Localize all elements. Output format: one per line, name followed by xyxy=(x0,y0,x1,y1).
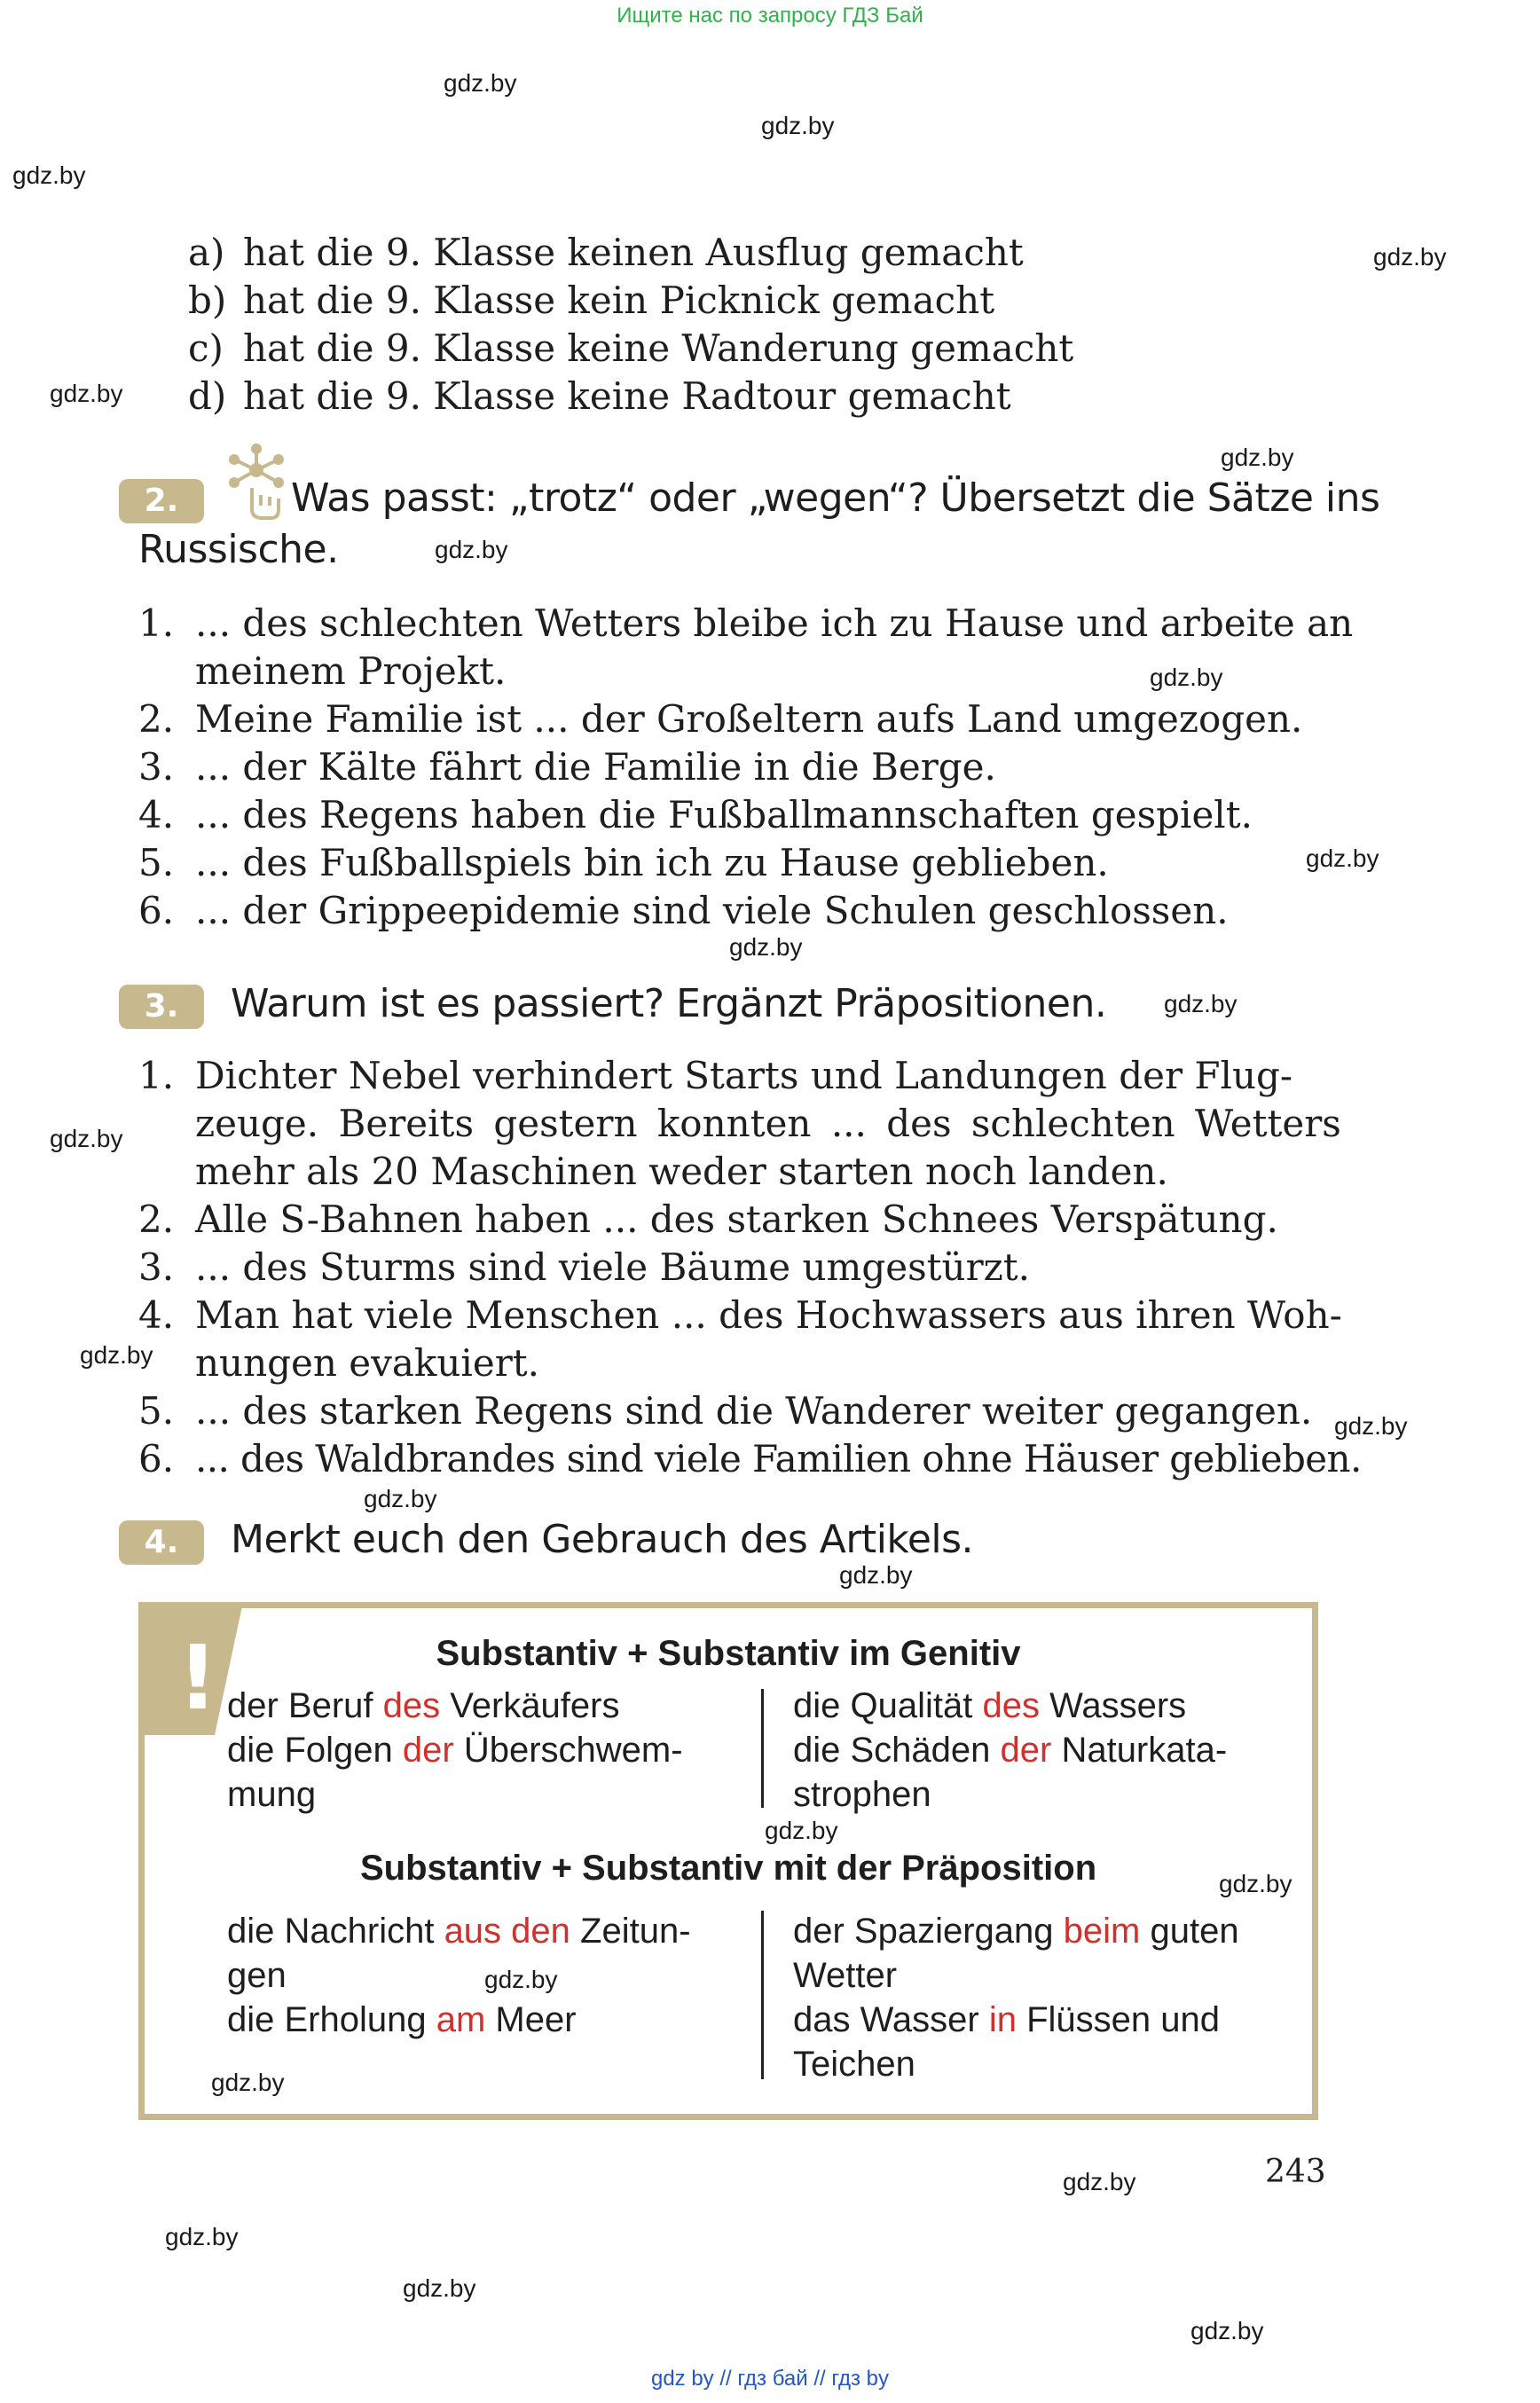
item-number: 2. xyxy=(138,697,175,741)
item-text: ... des Regens haben die Fußballmannschaften gespielt. xyxy=(195,793,1253,836)
item-number: 5. xyxy=(138,841,175,884)
item-text: Meine Familie ist ... der Großeltern aufs Land umgezogen. xyxy=(195,697,1303,741)
item-text: Man hat viele Menschen ... des Hochwassers aus ihren Woh- xyxy=(195,1293,1342,1337)
watermark: gdz.by xyxy=(839,1561,913,1589)
task-number-badge: 2. xyxy=(119,479,204,523)
watermark: gdz.by xyxy=(403,2274,476,2302)
watermark: gdz.by xyxy=(444,69,517,97)
item-text: zeuge. Bereits gestern konnten ... des schlechten Wetters xyxy=(195,1102,1341,1145)
task-heading: Warum ist es passiert? Ergänzt Präpositionen. xyxy=(231,981,1107,1026)
task-heading: Merkt euch den Gebrauch des Artikels. xyxy=(231,1517,974,1562)
watermark: gdz.by xyxy=(1190,2317,1264,2344)
item-text: Alle S-Bahnen haben ... des starken Schnees Verspätung. xyxy=(195,1198,1278,1241)
item-text: Dichter Nebel verhindert Starts und Landungen der Flug- xyxy=(195,1054,1293,1097)
item-text: ... des Sturms sind viele Bäume umgestürzt. xyxy=(195,1245,1031,1289)
watermark: gdz.by xyxy=(50,380,123,407)
rule-example: der Spaziergang beim guten xyxy=(793,1912,1239,1951)
task-number-badge: 3. xyxy=(119,985,204,1029)
watermark: gdz.by xyxy=(1164,990,1238,1017)
item-text: ... der Kälte fährt die Familie in die Berge. xyxy=(195,745,996,789)
watermark: gdz.by xyxy=(12,161,86,189)
item-number: 3. xyxy=(138,1245,175,1289)
rule-heading-preposition: Substantiv + Substantiv mit der Präposition xyxy=(360,1849,1097,1888)
option-text: hat die 9. Klasse kein Picknick gemacht xyxy=(243,279,995,322)
item-number: 3. xyxy=(138,745,175,789)
watermark: gdz.by xyxy=(765,1817,838,1844)
item-number: 1. xyxy=(138,601,175,645)
item-number: 6. xyxy=(138,1437,175,1480)
rule-example: die Folgen der Überschwem- xyxy=(227,1731,683,1770)
watermark: gdz.by xyxy=(1373,243,1447,271)
item-number: 4. xyxy=(138,793,175,836)
bottom-links-note[interactable]: gdz by // гдз бай // гдз by xyxy=(650,2367,890,2391)
item-number: 5. xyxy=(138,1389,175,1433)
watermark: gdz.by xyxy=(80,1341,153,1369)
task-heading-continued: Russische. xyxy=(138,527,339,572)
watermark: gdz.by xyxy=(761,112,835,139)
task-heading: Was passt: „trotz“ oder „wegen“? Übersetzt die Sätze ins xyxy=(291,475,1380,521)
column-divider xyxy=(761,1911,764,2079)
item-text: ... der Grippeepidemie sind viele Schulen geschlossen. xyxy=(195,889,1229,932)
item-number: 1. xyxy=(138,1054,175,1097)
watermark: gdz.by xyxy=(1221,444,1294,471)
watermark: gdz.by xyxy=(484,1966,558,1993)
rule-example: gen xyxy=(227,1956,287,1995)
watermark: gdz.by xyxy=(1063,2168,1136,2195)
watermark: gdz.by xyxy=(1150,664,1223,691)
rule-example: Teichen xyxy=(793,2045,915,2084)
rule-example: die Erholung am Meer xyxy=(227,2000,577,2039)
option-text: hat die 9. Klasse keinen Ausflug gemacht xyxy=(243,231,1024,274)
item-text: nungen evakuiert. xyxy=(195,1341,540,1385)
item-text: meinem Projekt. xyxy=(195,649,507,693)
option-letter: a) xyxy=(188,231,225,274)
watermark: gdz.by xyxy=(50,1125,123,1152)
rule-heading-genitive: Substantiv + Substantiv im Genitiv xyxy=(436,1634,1021,1673)
watermark: gdz.by xyxy=(1306,844,1379,872)
page-number: 243 xyxy=(1265,2154,1326,2190)
watermark: gdz.by xyxy=(1219,1870,1292,1897)
item-text: ... des Fußballspiels bin ich zu Hause geblieben. xyxy=(195,841,1109,884)
column-divider xyxy=(761,1689,764,1808)
top-search-note: Ищите нас по запросу ГДЗ Бай xyxy=(617,4,923,27)
rule-example: die Qualität des Wassers xyxy=(793,1686,1187,1725)
rule-example: Wetter xyxy=(793,1956,898,1995)
option-text: hat die 9. Klasse keine Wanderung gemacht xyxy=(243,326,1074,370)
item-number: 2. xyxy=(138,1198,175,1241)
item-number: 4. xyxy=(138,1293,175,1337)
option-letter: c) xyxy=(188,326,224,370)
rule-example: die Nachricht aus den Zeitun- xyxy=(227,1912,691,1951)
item-text: ... des schlechten Wetters bleibe ich zu Hause und arbeite an xyxy=(195,601,1354,645)
watermark: gdz.by xyxy=(435,536,508,563)
rule-example: mung xyxy=(227,1775,317,1814)
item-text: mehr als 20 Maschinen weder starten noch landen. xyxy=(195,1150,1168,1193)
option-text: hat die 9. Klasse keine Radtour gemacht xyxy=(243,374,1011,418)
option-letter: d) xyxy=(188,374,227,418)
molecule-hand-icon xyxy=(227,444,286,522)
watermark: gdz.by xyxy=(1334,1412,1408,1440)
item-text: ... des Waldbrandes sind viele Familien ohne Häuser geblieben. xyxy=(195,1437,1362,1480)
rule-example: die Schäden der Naturkata- xyxy=(793,1731,1228,1770)
rule-example: das Wasser in Flüssen und xyxy=(793,2000,1220,2039)
task-number-badge: 4. xyxy=(119,1520,204,1565)
watermark: gdz.by xyxy=(364,1485,437,1512)
rule-example: strophen xyxy=(793,1775,931,1814)
watermark: gdz.by xyxy=(211,2069,285,2096)
exclamation-mark: ! xyxy=(177,1626,218,1730)
option-letter: b) xyxy=(188,279,227,322)
watermark: gdz.by xyxy=(729,933,803,961)
rule-example: der Beruf des Verkäufers xyxy=(227,1686,620,1725)
item-number: 6. xyxy=(138,889,175,932)
watermark: gdz.by xyxy=(165,2223,239,2250)
item-text: ... des starken Regens sind die Wanderer weiter gegangen. xyxy=(195,1389,1313,1433)
